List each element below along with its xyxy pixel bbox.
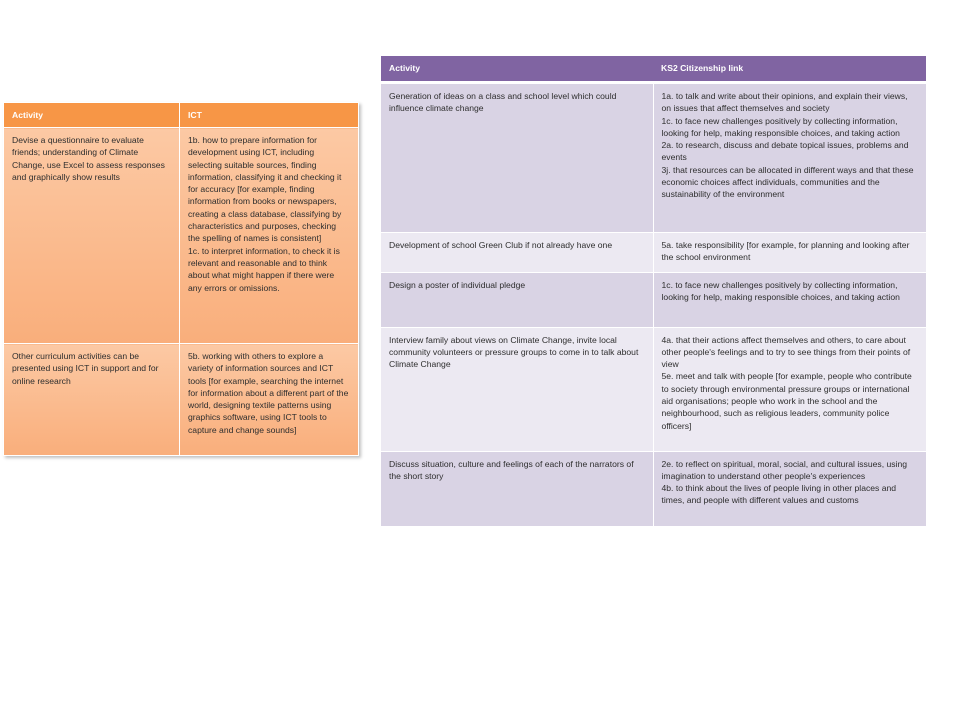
citizenship-link: 2e. to reflect on spiritual, moral, social, and cultural issues, using imagination to understand other people's experiences <box>661 458 908 481</box>
ict-header-ict: ICT <box>180 103 359 128</box>
table-row <box>381 451 926 526</box>
citizenship-table-header-row <box>381 56 926 83</box>
ict-link-cell <box>180 128 359 344</box>
ict-link: 1c. to interpret information, to check it is relevant and reasonable and to think about what might happen if there were any errors or omissions. <box>188 245 340 293</box>
citizenship-link-cell <box>653 272 926 327</box>
citizenship-link: 5e. meet and talk with people [for example, people who contribute to society through environmental pressure groups or international aid organisations; people who work in the school and the neighbourhood, such as religious leaders, community police officers] <box>661 371 912 431</box>
citizenship-link: 4b. to think about the lives of people living in other places and times, and people with different values and customs <box>661 483 897 506</box>
ict-table-header-row <box>4 103 359 128</box>
ict-header-activity: Activity <box>4 103 180 128</box>
activity-cell: Design a poster of individual pledge <box>381 272 653 327</box>
citizenship-link: 1c. to face new challenges positively by collecting information, looking for help, making responsible choices, and taking action <box>661 279 900 302</box>
activity-cell: Other curriculum activities can be presented using ICT in support and for online research <box>4 344 180 456</box>
citizenship-link: 5a. take responsibility [for example, for planning and looking after the school environment <box>661 240 910 263</box>
table-row <box>381 272 926 327</box>
citizenship-link: 1c. to face new challenges positively by collecting information, looking for help, making responsible choices, and taking action <box>661 115 900 138</box>
ict-link: 1b. how to prepare information for development using ICT, including selecting suitable sources, finding information, classifying it and checking it for accuracy [for example, finding information from books or newspapers, creating a class database, classifying by characteristics and purposes, checking the spelling of names is consistent] <box>188 135 342 244</box>
table-row <box>4 128 359 344</box>
ict-table <box>3 102 359 456</box>
citizenship-link: 1a. to talk and write about their opinions, and explain their views, on issues that affect themselves and society <box>661 91 908 114</box>
citizenship-link: 4a. that their actions affect themselves and others, to care about other people's feelings and to try to see things from their points of view <box>661 334 911 370</box>
citizenship-table <box>381 56 926 527</box>
citizenship-link-cell <box>653 451 926 526</box>
activity-cell: Devise a questionnaire to evaluate friends; understanding of Climate Change, use Excel to assess responses and graphically show results <box>4 128 180 344</box>
citizenship-link-cell <box>653 83 926 233</box>
citizenship-header-link: KS2 Citizenship link <box>653 56 926 83</box>
citizenship-link-cell <box>653 327 926 451</box>
citizenship-header-activity: Activity <box>381 56 653 83</box>
citizenship-link-cell <box>653 233 926 273</box>
ict-link-cell <box>180 344 359 456</box>
table-row <box>381 327 926 451</box>
table-row <box>381 233 926 273</box>
activity-cell: Interview family about views on Climate Change, invite local community volunteers or pressure groups to come in to talk about Climate Change <box>381 327 653 451</box>
activity-cell: Generation of ideas on a class and school level which could influence climate change <box>381 83 653 233</box>
citizenship-link: 2a. to research, discuss and debate topical issues, problems and events <box>661 140 909 163</box>
table-row <box>381 83 926 233</box>
table-row <box>4 344 359 456</box>
activity-cell: Discuss situation, culture and feelings of each of the narrators of the short story <box>381 451 653 526</box>
activity-cell: Development of school Green Club if not already have one <box>381 233 653 273</box>
citizenship-link: 3j. that resources can be allocated in different ways and that these economic choices affect individuals, communities and the sustainability of the environment <box>661 164 914 200</box>
ict-link: 5b. working with others to explore a variety of information sources and ICT tools [for example, searching the internet for information about a different part of the world, designing textile patterns using graphics software, using ICT tools to capture and change sounds] <box>188 351 349 435</box>
